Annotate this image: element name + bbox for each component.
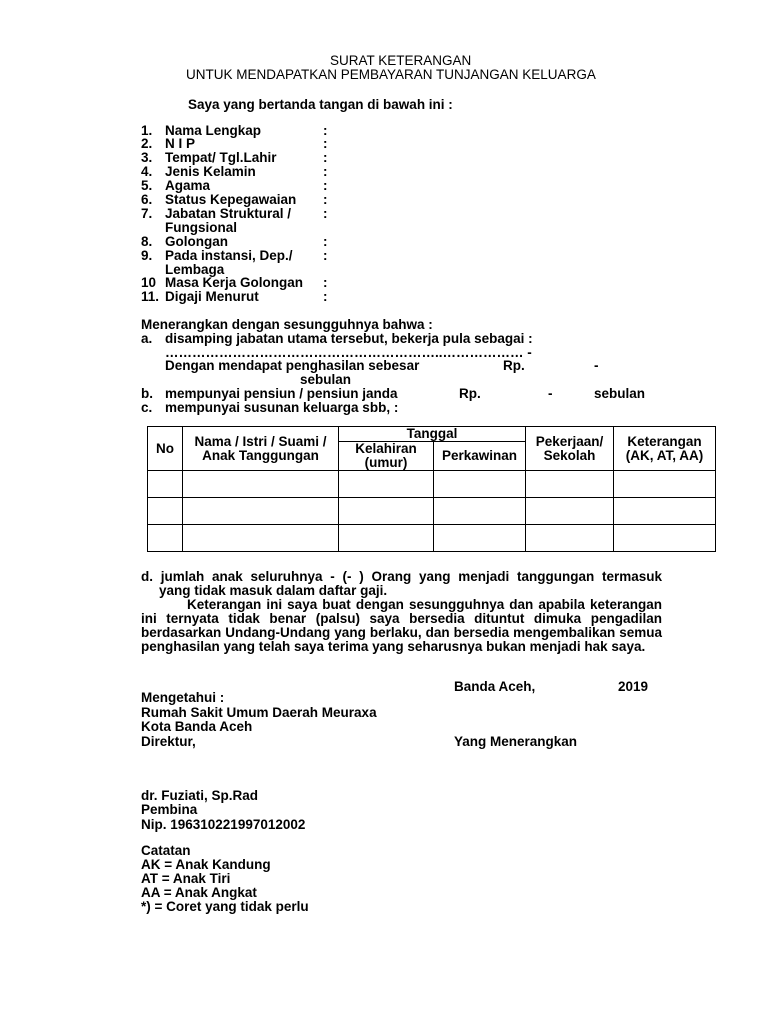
field-colon: : [323,234,328,249]
table-cell[interactable] [614,525,716,552]
table-cell[interactable] [183,525,339,552]
item-d-line1: d. jumlah anak seluruhnya - (- ) Orang yang menjadi tanggungan termasuk [141,569,662,584]
item-a-dash: - [594,358,599,373]
item-a-per-month: sebulan [300,372,352,387]
field-number: 7. [141,206,153,221]
field-colon: : [323,192,328,207]
item-a-income-label: Dengan mendapat penghasilan sebesar [165,358,420,373]
item-a-marker: a. [141,331,153,346]
field-label: Jenis Kelamin [165,164,256,179]
table-cell[interactable] [148,525,183,552]
table-cell[interactable] [434,471,526,498]
table-cell[interactable] [183,471,339,498]
acknowledge-org2: Kota Banda Aceh [141,719,253,734]
item-b-dash: - [548,386,553,401]
col-header-no: No [148,427,183,471]
signatory-name: dr. Fuziati, Sp.Rad [141,788,259,803]
signatory-rank: Pembina [141,802,198,817]
item-b-per-month: sebulan [594,386,646,401]
field-label: Status Kepegawaian [165,192,297,207]
field-label: Digaji Menurut [165,289,259,304]
field-colon: : [323,178,328,193]
col-header-perkawinan: Perkawinan [434,442,526,471]
notes-heading: Catatan [141,843,191,858]
place-label: Banda Aceh, [454,679,536,694]
field-number: 6. [141,192,153,207]
field-number: 10 [141,275,157,290]
col-header-kelahiran: Kelahiran (umur) [339,442,434,471]
table-cell[interactable] [614,471,716,498]
field-colon: : [323,150,328,165]
field-colon: : [323,136,328,151]
table-cell[interactable] [614,498,716,525]
year-label: 2019 [618,679,649,694]
field-label: N I P [165,136,196,151]
field-colon: : [323,248,328,263]
declarant-label: Yang Menerangkan [454,734,578,749]
col-header-pekerjaan: Pekerjaan/ Sekolah [526,427,614,471]
table-row [148,525,716,552]
col-header-tanggal: Tanggal [339,427,526,442]
note-item: AK = Anak Kandung [141,857,271,872]
doc-title: SURAT KETERANGAN [330,53,472,68]
field-label: Jabatan Struktural / [165,206,292,221]
signatory-nip: Nip. 196310221997012002 [141,817,306,832]
table-cell[interactable] [339,525,434,552]
table-cell[interactable] [339,498,434,525]
col-header-keterangan: Keterangan (AK, AT, AA) [614,427,716,471]
field-label-cont: Lembaga [165,262,225,277]
field-number: 5. [141,178,153,193]
field-number: 4. [141,164,153,179]
field-colon: : [323,206,328,221]
item-c-marker: c. [141,400,153,415]
field-label: Nama Lengkap [165,123,262,138]
acknowledge-label: Mengetahui : [141,690,225,705]
table-cell[interactable] [526,498,614,525]
field-colon: : [323,275,328,290]
item-b-text: mempunyai pensiun / pensiun janda [165,386,398,401]
family-table [147,426,716,552]
table-cell[interactable] [526,525,614,552]
note-item: AA = Anak Angkat [141,885,257,900]
field-label: Pada instansi, Dep./ [165,248,293,263]
table-cell[interactable] [434,525,526,552]
table-row [148,498,716,525]
note-item: *) = Coret yang tidak perlu [141,899,309,914]
table-cell[interactable] [339,471,434,498]
field-number: 11. [141,289,160,304]
intro-text: Saya yang bertanda tangan di bawah ini : [188,97,453,112]
item-a-text: disamping jabatan utama tersebut, bekerja pula sebagai : [165,331,533,346]
item-d-line2: yang tidak masuk dalam daftar gaji. [159,583,388,598]
item-a-dots[interactable]: ……………………………………………………..……………… - [165,345,532,360]
field-colon: : [323,164,328,179]
acknowledge-role: Direktur, [141,734,196,749]
field-colon: : [323,289,328,304]
item-a-rp: Rp. [503,358,525,373]
field-number: 3. [141,150,153,165]
table-cell[interactable] [526,471,614,498]
field-number: 8. [141,234,153,249]
table-cell[interactable] [434,498,526,525]
note-item: AT = Anak Tiri [141,871,231,886]
statement-heading: Menerangkan dengan sesungguhnya bahwa : [141,317,433,332]
field-label-cont: Fungsional [165,220,237,235]
table-cell[interactable] [148,471,183,498]
field-label: Golongan [165,234,228,249]
field-number: 1. [141,123,153,138]
field-label: Agama [165,178,211,193]
table-row [148,471,716,498]
col-header-name: Nama / Istri / Suami / Anak Tanggungan [183,427,339,471]
acknowledge-org1: Rumah Sakit Umum Daerah Meuraxa [141,705,377,720]
item-c-text: mempunyai susunan keluarga sbb, : [165,400,399,415]
item-b-marker: b. [141,386,153,401]
identity-fields [141,124,541,304]
field-colon: : [323,123,328,138]
declaration-paragraph: Keterangan ini saya buat dengan sesungguhnya dan apabila keterangan ini ternyata tidak benar (palsu) saya bersedia dituntut dimuka pengadilan berdasarkan Undang-Undang yang berlaku, dan bersedia mengembalikan semua penghasilan yang telah saya terima yang seharusnya bukan menjadi hak saya. [141,597,662,654]
field-label: Tempat/ Tgl.Lahir [165,150,277,165]
table-cell[interactable] [183,498,339,525]
field-number: 9. [141,248,153,263]
field-number: 2. [141,136,153,151]
field-label: Masa Kerja Golongan [165,275,304,290]
doc-subtitle: UNTUK MENDAPATKAN PEMBAYARAN TUNJANGAN KELUARGA [186,67,596,82]
item-b-rp: Rp. [459,386,481,401]
table-cell[interactable] [148,498,183,525]
